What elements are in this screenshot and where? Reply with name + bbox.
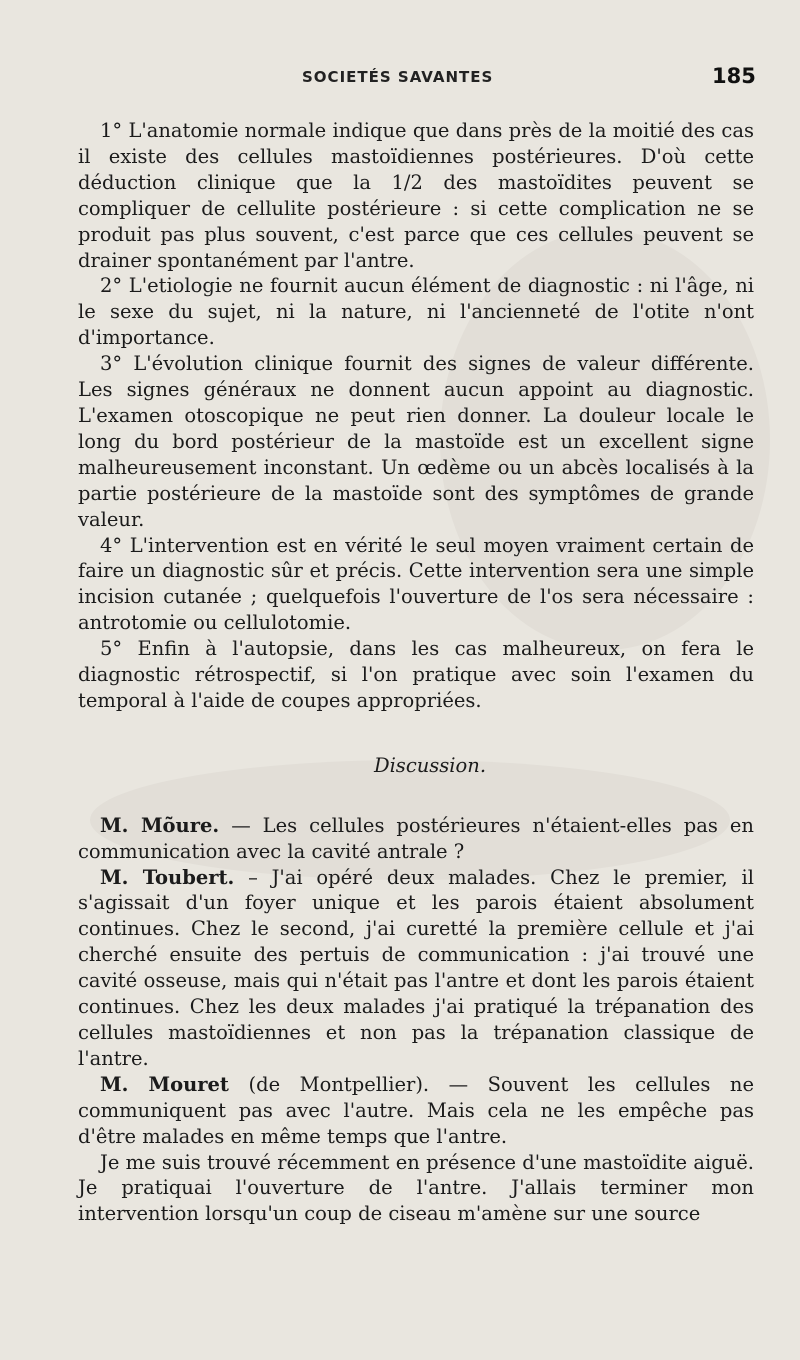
discussion-toubert [78,865,754,1072]
discussion-heading: Discussion. [373,753,487,777]
paragraph-3: 3° L'évolution clinique fournit des signes de valeur différente. Les signes généraux ne donnent aucun appoint au diagnostic. L'examen otoscopique ne peut rien donner. La douleur locale le long du bord postérieur de la mastoïde est un excellent signe malheureusement inconstant. Un œdème ou un abcès localisés à la partie postérieure de la mastoïde sont des symptômes de grande valeur. [78,352,754,531]
paragraph-1: 1° L'anatomie normale indique que dans près de la moitié des cas il existe des cellules mastoïdiennes postérieures. D'où cette déduction clinique que la 1/2 des mastoïdites peuvent se compliquer de cellulite postérieure : si cette complication ne se produit pas plus souvent, c'est parce que ces cellules peuvent se drainer spontanément par l'antre. [78,119,754,272]
discussion-moure [78,813,754,865]
page-header [0,64,800,94]
running-title: SOCIETÉS SAVANTES [302,68,494,86]
paragraph-2: 2° L'etiologie ne fournit aucun élément de diagnostic : ni l'âge, ni le sexe du sujet, ni la nature, ni l'ancienneté de l'otite n'ont d'importance. [78,274,754,350]
speaker-name: M. Mouret [100,1072,229,1096]
speech-text: – J'ai opéré deux malades. Chez le premier, il s'agissait d'un foyer unique et les parois étaient absolument continues. Chez le second, j'ai curetté la première cellule et j'ai cherché ensuite des pertuis de communication : j'ai trouvé une cavité osseuse, mais qui n'était pas l'antre et dont les parois étaient continues. Chez les deux malades j'ai pratiqué la trépanation des cellules mastoïdiennes et non pas la trépanation classique de l'antre. [78,865,754,1070]
speech-text: (de Montpellier). — Souvent les cellules ne communiquent pas avec l'autre. Mais cela ne les empêche pas d'être malades en même temps que l'antre. [78,1072,754,1148]
speaker-name: M. Toubert. [100,865,235,889]
body-text [78,118,754,1227]
discussion-mouret [78,1072,754,1150]
paragraph-5: 5° Enfin à l'autopsie, dans les cas malheureux, on fera le diagnostic rétrospectif, si l'on pratique avec soin l'examen du temporal à l'aide de coupes appropriées. [78,637,754,712]
speech-text: — Les cellules postérieures n'étaient-elles pas en communication avec la cavité antrale ? [78,813,754,863]
discussion-mouret-continued: Je me suis trouvé récemment en présence d'une mastoïdite aiguë. Je pratiquai l'ouverture de l'antre. J'allais terminer mon intervention lorsqu'un coup de ciseau m'amène sur une source [78,1150,754,1226]
paragraph-4: 4° L'intervention est en vérité le seul moyen vraiment certain de faire un diagnostic sûr et précis. Cette intervention sera une simple incision cutanée ; quelquefois l'ouverture de l'os sera nécessaire : antrotomie ou cellulotomie. [78,533,754,635]
page-number: 185 [712,64,756,88]
speaker-name: M. Mõure. [100,813,220,837]
